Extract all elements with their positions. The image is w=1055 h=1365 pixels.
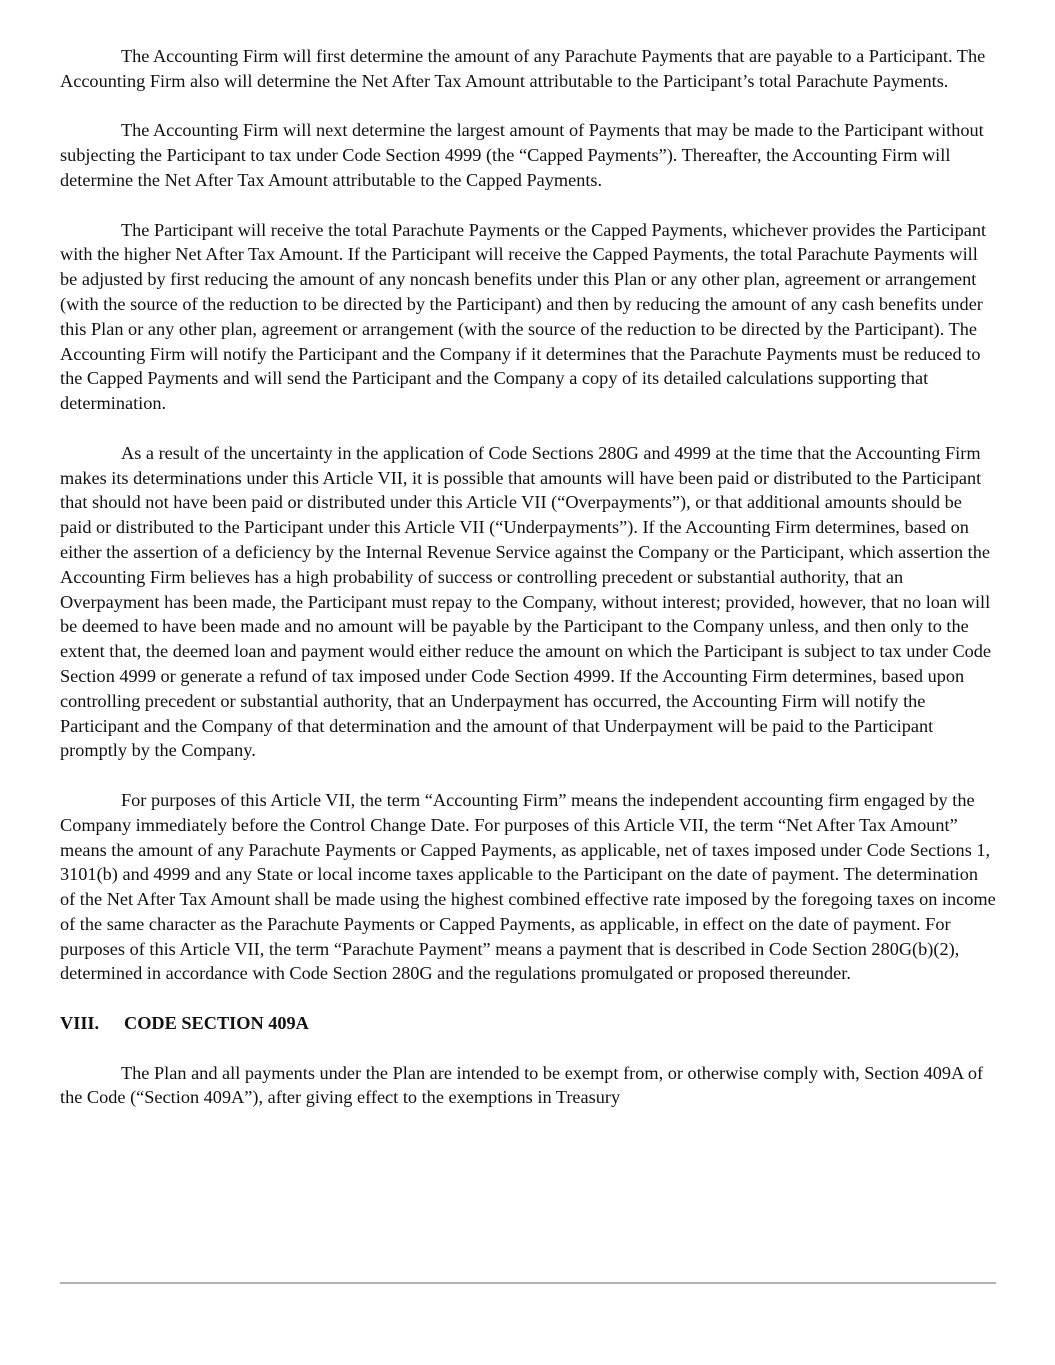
section-heading — [60, 1011, 996, 1036]
paragraph-higher-net-amount: The Participant will receive the total Parachute Payments or the Capped Payments, whichever provides the Participant with the higher Net After Tax Amount. If the Participant will receive the Capped Payments, the total Parachute Payments will be adjusted by first reducing the amount of any noncash benefits under this Plan or any other plan, agreement or arrangement (with the source of the reduction to be directed by the Participant) and then by reducing the amount of any cash benefits under this Plan or any other plan, agreement or arrangement (with the source of the reduction to be directed by the Participant). The Accounting Firm will notify the Participant and the Company if it determines that the Parachute Payments must be reduced to the Capped Payments and will send the Participant and the Company a copy of its detailed calculations supporting that determination. — [60, 219, 987, 414]
paragraph-parachute-determination: The Accounting Firm will first determine the amount of any Parachute Payments that are payable to a Participant. The Accounting Firm also will determine the Net After Tax Amount attributable to the Participant’s total Parachute Payments. — [60, 46, 986, 91]
paragraph-section-409a: The Plan and all payments under the Plan are intended to be exempt from, or otherwise comply with, Section 409A of the Code (“Section 409A”), after giving effect to the exemptions in Treasury — [60, 1062, 984, 1108]
footer-divider — [60, 1282, 996, 1284]
section-number: VIII. — [60, 1013, 100, 1034]
paragraph-capped-payments: The Accounting Firm will next determine the largest amount of Payments that may be made to the Participant without subjecting the Participant to tax under Code Section 4999 (the “Capped Payments”). Thereafter, the Accounting Firm will determine the Net After Tax Amount attributable to the Capped Payments. — [60, 120, 984, 190]
document-page — [60, 44, 996, 1135]
paragraph-overpayments: As a result of the uncertainty in the application of Code Sections 280G and 4999 at the time that the Accounting Firm makes its determinations under this Article VII, it is possible that amounts will have been paid or distributed to the Participant that should not have been paid or distributed under this Article VII (“Overpayments”), or that additional amounts should be paid or distributed to the Participant under this Article VII (“Underpayments”). If the Accounting Firm determines, based on either the assertion of a deficiency by the Internal Revenue Service against the Company or the Participant, which assertion the Accounting Firm believes has a high probability of success or controlling precedent or substantial authority, that an Overpayment has been made, the Participant must repay to the Company, without interest; provided, however, that no loan will be deemed to have been made and no amount will be payable by the Participant to the Company unless, and then only to the extent that, the deemed loan and payment would either reduce the amount on which the Participant is subject to tax under Code Section 4999 or generate a refund of tax imposed under Code Section 4999. If the Accounting Firm determines, based upon controlling precedent or substantial authority, that an Underpayment has occurred, the Accounting Firm will notify the Participant and the Company of that determination and the amount of that Underpayment will be paid to the Participant promptly by the Company. — [60, 442, 992, 761]
paragraph-definitions: For purposes of this Article VII, the term “Accounting Firm” means the independent accounting firm engaged by the Company immediately before the Control Change Date. For purposes of this Article VII, the term “Net After Tax Amount” means the amount of any Parachute Payments or Capped Payments, as applicable, net of taxes imposed under Code Sections 1, 3101(b) and 4999 and any State or local income taxes applicable to the Participant on the date of payment. The determination of the Net After Tax Amount shall be made using the highest combined effective rate imposed by the foregoing taxes on income of the same character as the Parachute Payments or Capped Payments, as applicable, in effect on the date of payment. For purposes of this Article VII, the term “Parachute Payment” means a payment that is described in Code Section 280G(b)(2), determined in accordance with Code Section 280G and the regulations promulgated or proposed thereunder. — [60, 789, 996, 984]
section-title: CODE SECTION 409A — [124, 1013, 309, 1034]
